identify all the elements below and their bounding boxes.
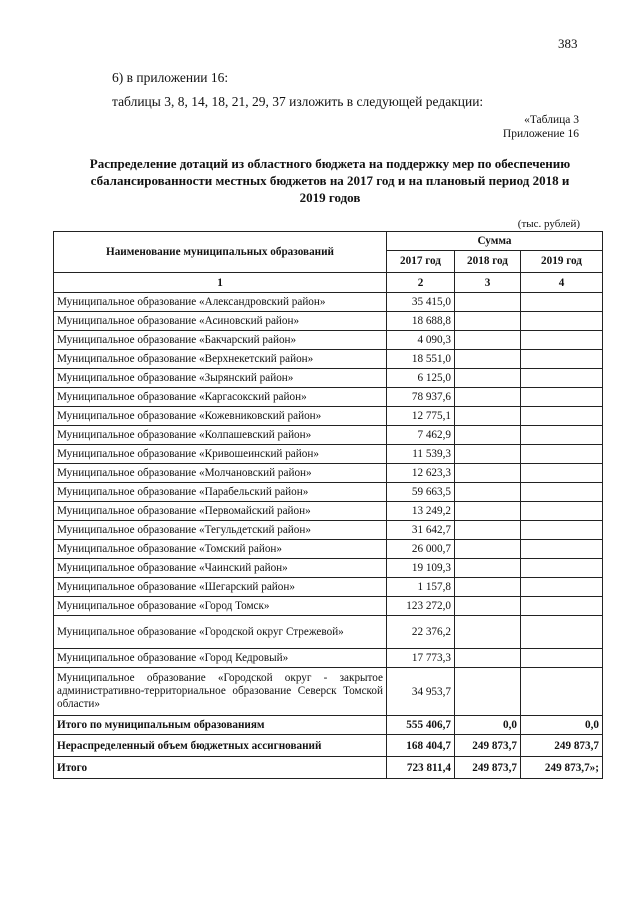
value-2019 <box>521 540 603 559</box>
value-2017: 59 663,5 <box>387 483 455 502</box>
value-2017: 22 376,2 <box>387 616 455 649</box>
value-2017: 31 642,7 <box>387 521 455 540</box>
value-2019 <box>521 521 603 540</box>
value-2019 <box>521 350 603 369</box>
table-row <box>54 483 603 502</box>
municipality-name: Муниципальное образование «Город Кедровый» <box>54 649 387 668</box>
table-row <box>54 464 603 483</box>
value-2018 <box>455 426 521 445</box>
municipality-name: Муниципальное образование «Кожевниковский район» <box>54 407 387 426</box>
total-2017: 555 406,7 <box>387 716 455 735</box>
value-2019 <box>521 388 603 407</box>
table-row <box>54 350 603 369</box>
table-row <box>54 616 603 649</box>
table-row <box>54 331 603 350</box>
municipality-name: Муниципальное образование «Город Томск» <box>54 597 387 616</box>
value-2017: 78 937,6 <box>387 388 455 407</box>
total-row <box>54 735 603 757</box>
value-2018 <box>455 483 521 502</box>
appendix-caption: Приложение 16 <box>502 128 579 140</box>
header-name: Наименование муниципальных образований <box>54 232 387 273</box>
value-2017: 13 249,2 <box>387 502 455 521</box>
total-label: Итого по муниципальным образованиям <box>54 716 387 735</box>
value-2018 <box>455 445 521 464</box>
municipality-name: Муниципальное образование «Городской округ - закрытое административно-территориальное образование Северск Томской области» <box>54 668 387 716</box>
value-2018 <box>455 540 521 559</box>
total-2017: 723 811,4 <box>387 757 455 779</box>
header-2017: 2017 год <box>387 250 455 272</box>
table-row <box>54 521 603 540</box>
table-row <box>54 540 603 559</box>
value-2017: 26 000,7 <box>387 540 455 559</box>
total-2019: 249 873,7»; <box>521 757 603 779</box>
value-2019 <box>521 464 603 483</box>
value-2019 <box>521 578 603 597</box>
column-index: 2 <box>387 273 455 293</box>
value-2017: 18 688,8 <box>387 312 455 331</box>
table-row <box>54 312 603 331</box>
table-row <box>54 597 603 616</box>
total-2019: 0,0 <box>521 716 603 735</box>
value-2018 <box>455 649 521 668</box>
total-row <box>54 757 603 779</box>
value-2017: 34 953,7 <box>387 668 455 716</box>
total-2018: 249 873,7 <box>455 757 521 779</box>
value-2018 <box>455 464 521 483</box>
value-2019 <box>521 597 603 616</box>
total-2018: 249 873,7 <box>455 735 521 757</box>
value-2019 <box>521 407 603 426</box>
municipality-name: Муниципальное образование «Шегарский район» <box>54 578 387 597</box>
value-2019 <box>521 369 603 388</box>
value-2017: 18 551,0 <box>387 350 455 369</box>
municipality-name: Муниципальное образование «Александровский район» <box>54 293 387 312</box>
header-sum: Сумма <box>387 232 603 251</box>
value-2017: 17 773,3 <box>387 649 455 668</box>
value-2019 <box>521 426 603 445</box>
municipality-name: Муниципальное образование «Каргасокский район» <box>54 388 387 407</box>
table-row <box>54 578 603 597</box>
table-title: Распределение дотаций из областного бюджета на поддержку мер по обеспечению сбалансированности местных бюджетов на 2017 год и на плановый период 2018 и 2019 годов <box>89 156 571 205</box>
table-row <box>54 293 603 312</box>
value-2018 <box>455 597 521 616</box>
municipality-name: Муниципальное образование «Кривошеинский район» <box>54 445 387 464</box>
value-2017: 12 775,1 <box>387 407 455 426</box>
value-2017: 11 539,3 <box>387 445 455 464</box>
table-row <box>54 649 603 668</box>
municipality-name: Муниципальное образование «Зырянский район» <box>54 369 387 388</box>
table-row <box>54 426 603 445</box>
value-2018 <box>455 312 521 331</box>
value-2017: 12 623,3 <box>387 464 455 483</box>
value-2019 <box>521 312 603 331</box>
municipality-name: Муниципальное образование «Городской округ Стрежевой» <box>54 616 387 649</box>
value-2017: 6 125,0 <box>387 369 455 388</box>
value-2019 <box>521 502 603 521</box>
value-2019 <box>521 445 603 464</box>
municipality-name: Муниципальное образование «Парабельский район» <box>54 483 387 502</box>
value-2019 <box>521 649 603 668</box>
value-2018 <box>455 668 521 716</box>
total-row <box>54 716 603 735</box>
value-2018 <box>455 331 521 350</box>
value-2019 <box>521 668 603 716</box>
municipality-name: Муниципальное образование «Чаинский район» <box>54 559 387 578</box>
table-row <box>54 502 603 521</box>
amendment-item: 6) в приложении 16: <box>112 70 229 85</box>
value-2019 <box>521 293 603 312</box>
table-number-caption: «Таблица 3 <box>524 114 579 126</box>
municipality-name: Муниципальное образование «Тегульдетский район» <box>54 521 387 540</box>
total-2018: 0,0 <box>455 716 521 735</box>
value-2017: 19 109,3 <box>387 559 455 578</box>
value-2018 <box>455 616 521 649</box>
municipality-name: Муниципальное образование «Бакчарский район» <box>54 331 387 350</box>
total-2017: 168 404,7 <box>387 735 455 757</box>
total-label: Итого <box>54 757 387 779</box>
municipality-name: Муниципальное образование «Первомайский район» <box>54 502 387 521</box>
table-row <box>54 559 603 578</box>
value-2018 <box>455 502 521 521</box>
value-2018 <box>455 521 521 540</box>
table-row <box>54 407 603 426</box>
units-label: (тыс. рублей) <box>517 218 580 230</box>
value-2019 <box>521 483 603 502</box>
municipality-name: Муниципальное образование «Молчановский район» <box>54 464 387 483</box>
value-2018 <box>455 369 521 388</box>
value-2017: 1 157,8 <box>387 578 455 597</box>
value-2019 <box>521 331 603 350</box>
value-2018 <box>455 293 521 312</box>
column-index: 4 <box>521 273 603 293</box>
total-2019: 249 873,7 <box>521 735 603 757</box>
value-2019 <box>521 559 603 578</box>
amendment-text: таблицы 3, 8, 14, 18, 21, 29, 37 изложить в следующей редакции: <box>112 94 484 109</box>
table-row <box>54 445 603 464</box>
value-2017: 4 090,3 <box>387 331 455 350</box>
header-2019: 2019 год <box>521 250 603 272</box>
header-2018: 2018 год <box>455 250 521 272</box>
value-2018 <box>455 578 521 597</box>
value-2018 <box>455 559 521 578</box>
table-row <box>54 388 603 407</box>
page-number: 383 <box>558 36 578 51</box>
table-row <box>54 668 603 716</box>
total-label: Нераспределенный объем бюджетных ассигнований <box>54 735 387 757</box>
value-2018 <box>455 407 521 426</box>
subsidy-table <box>53 231 603 779</box>
column-index: 1 <box>54 273 387 293</box>
municipality-name: Муниципальное образование «Асиновский район» <box>54 312 387 331</box>
municipality-name: Муниципальное образование «Верхнекетский район» <box>54 350 387 369</box>
table-row <box>54 369 603 388</box>
column-index: 3 <box>455 273 521 293</box>
municipality-name: Муниципальное образование «Томский район» <box>54 540 387 559</box>
value-2018 <box>455 388 521 407</box>
value-2019 <box>521 616 603 649</box>
value-2018 <box>455 350 521 369</box>
municipality-name: Муниципальное образование «Колпашевский район» <box>54 426 387 445</box>
value-2017: 35 415,0 <box>387 293 455 312</box>
value-2017: 7 462,9 <box>387 426 455 445</box>
value-2017: 123 272,0 <box>387 597 455 616</box>
